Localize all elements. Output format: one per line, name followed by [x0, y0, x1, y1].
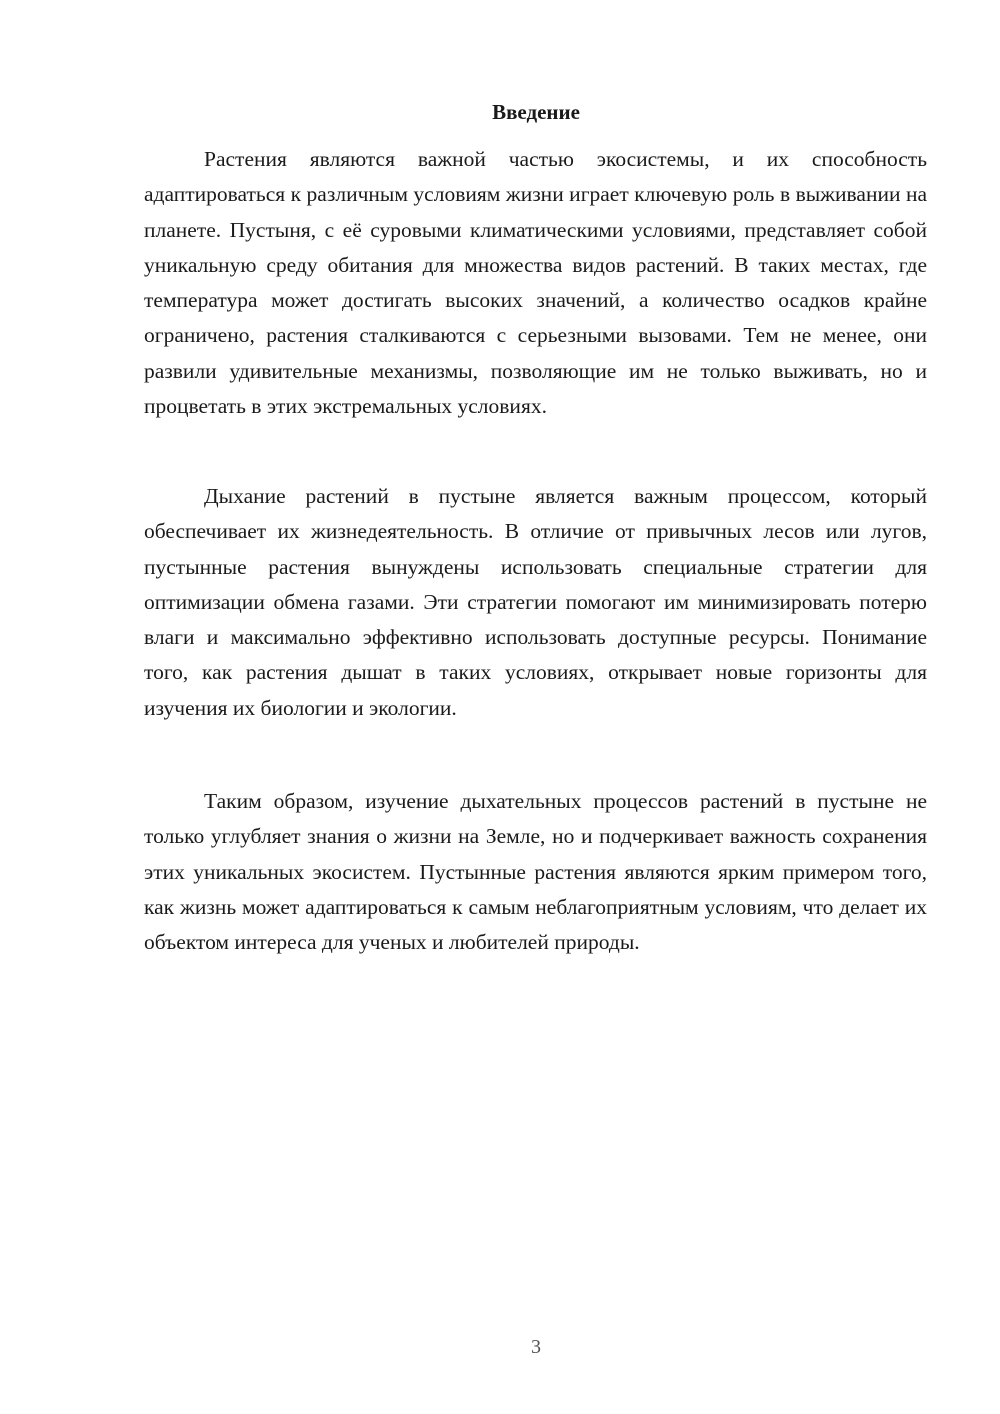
section-heading: Введение: [492, 100, 580, 124]
page-number: 3: [531, 1336, 541, 1358]
paragraph-2: Дыхание растений в пустыне является важным процессом, который обеспечивает их жизнедеятельность. В отличие от привычных лесов или лугов, пустынные растения вынуждены использовать специальные стратегии для оптимизации обмена газами. Эти стратегии помогают им минимизировать потерю влаги и максимально эффективно использовать доступные ресурсы. Понимание того, как растения дышат в таких условиях, открывает новые горизонты для изучения их биологии и экологии.: [144, 484, 927, 720]
paragraph-1: Растения являются важной частью экосистемы, и их способность адаптироваться к различным условиям жизни играет ключевую роль в выживании на планете. Пустыня, с её суровыми климатическими условиями, представляет собой уникальную среду обитания для множества видов растений. В таких местах, где температура может достигать высоких значений, а количество осадков крайне ограничено, растения сталкиваются с серьезными вызовами. Тем не менее, они развили удивительные механизмы, позволяющие им не только выживать, но и процветать в этих экстремальных условиях.: [144, 147, 927, 419]
paragraph-3: Таким образом, изучение дыхательных процессов растений в пустыне не только углубляет знания о жизни на Земле, но и подчеркивает важность сохранения этих уникальных экосистем. Пустынные растения являются ярким примером того, как жизнь может адаптироваться к самым неблагоприятным условиям, что делает их объектом интереса для ученых и любителей природы.: [144, 789, 927, 955]
